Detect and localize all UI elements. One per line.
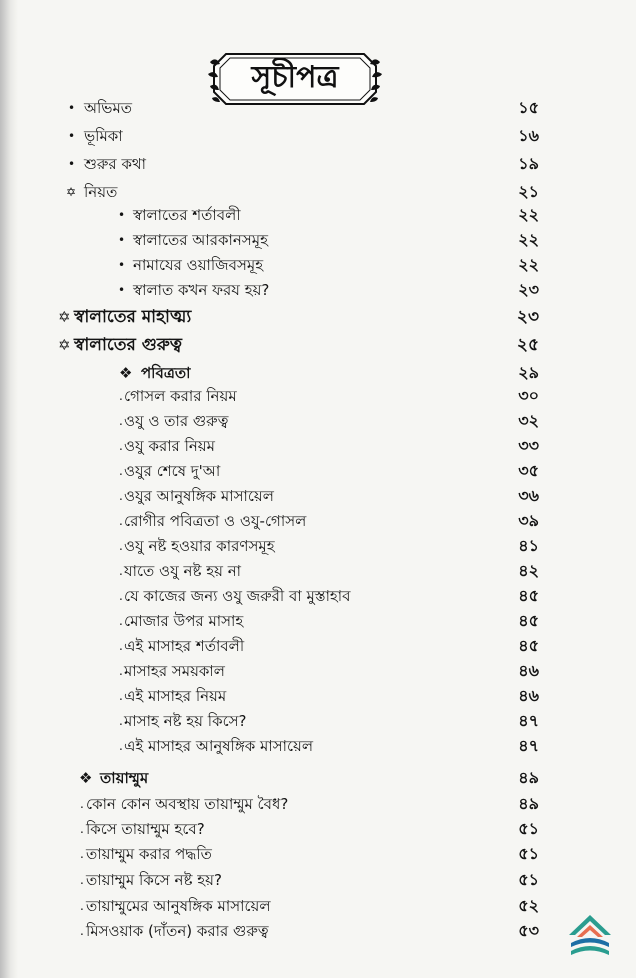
toc-bullet-icon: • bbox=[118, 233, 126, 247]
toc-page-number: ২২ bbox=[518, 205, 539, 224]
toc-bullet-icon: . bbox=[119, 389, 123, 403]
toc-entry[interactable] bbox=[0, 484, 636, 508]
toc-page-number: ২১ bbox=[518, 182, 539, 201]
toc-bullet-icon: . bbox=[80, 873, 84, 887]
toc-entry[interactable] bbox=[0, 868, 636, 892]
toc-bullet-icon: • bbox=[68, 129, 76, 143]
toc-entry-label: মাসাহর সময়কাল bbox=[124, 662, 225, 680]
toc-bullet-icon: ❖ bbox=[79, 769, 93, 787]
toc-entry[interactable] bbox=[0, 609, 636, 633]
toc-bullet-icon: • bbox=[118, 208, 126, 222]
toc-entry[interactable] bbox=[0, 305, 636, 329]
toc-bullet-icon: . bbox=[119, 714, 123, 728]
toc-entry[interactable] bbox=[0, 534, 636, 558]
toc-bullet-icon: . bbox=[119, 664, 123, 678]
page-title: সূচীপত্র bbox=[251, 60, 339, 95]
toc-entry-label: মোজার উপর মাসাহ bbox=[124, 612, 244, 630]
toc-entry[interactable] bbox=[0, 919, 636, 943]
toc-bullet-icon: . bbox=[119, 464, 123, 478]
toc-entry[interactable] bbox=[0, 766, 636, 790]
toc-page-number: ৫১ bbox=[518, 844, 539, 863]
toc-entry[interactable] bbox=[0, 709, 636, 733]
toc-bullet-icon: . bbox=[80, 924, 84, 938]
publisher-logo-icon bbox=[565, 911, 615, 961]
toc-bullet-icon: . bbox=[119, 689, 123, 703]
toc-bullet-icon: • bbox=[118, 283, 126, 297]
toc-entry[interactable] bbox=[0, 894, 636, 918]
toc-page-number: ৫১ bbox=[518, 819, 539, 838]
toc-entry-label: ওযুর আনুষঙ্গিক মাসায়েল bbox=[124, 487, 274, 505]
toc-entry-label: ওযু নষ্ট হওয়ার কারণসমূহ bbox=[124, 537, 275, 555]
toc-entry-label: তায়াম্মুমের আনুষঙ্গিক মাসায়েল bbox=[86, 897, 271, 915]
toc-entry[interactable] bbox=[0, 559, 636, 583]
toc-page-number: ৪৫ bbox=[518, 636, 539, 655]
toc-entry[interactable] bbox=[0, 180, 636, 204]
toc-bullet-icon: • bbox=[68, 101, 76, 115]
toc-bullet-icon: . bbox=[119, 614, 123, 628]
toc-entry-label: ওযুর শেষে দু'আ bbox=[124, 462, 221, 480]
toc-bullet-icon: . bbox=[119, 539, 123, 553]
toc-bullet-icon: . bbox=[80, 899, 84, 913]
toc-bullet-icon: ❖ bbox=[119, 364, 133, 382]
toc-page-number: ৩৫ bbox=[518, 461, 539, 480]
toc-page-number: ২২ bbox=[518, 230, 539, 249]
toc-entry[interactable] bbox=[0, 584, 636, 608]
toc-entry-label: অভিমত bbox=[84, 99, 133, 117]
toc-page-number: ৩০ bbox=[518, 386, 539, 405]
toc-bullet-icon: . bbox=[119, 639, 123, 653]
toc-entry[interactable] bbox=[0, 96, 636, 120]
toc-page-number: ২৩ bbox=[518, 280, 539, 299]
toc-page-number: ১৬ bbox=[518, 126, 539, 145]
toc-entry[interactable] bbox=[0, 817, 636, 841]
toc-bullet-icon: . bbox=[119, 414, 123, 428]
toc-entry-label: তায়াম্মুম করার পদ্ধতি bbox=[86, 845, 212, 863]
toc-bullet-icon: . bbox=[119, 739, 123, 753]
toc-bullet-icon: • bbox=[118, 258, 126, 272]
toc-page-number: ৪১ bbox=[518, 536, 539, 555]
toc-bullet-icon: ✡ bbox=[66, 185, 77, 199]
toc-entry[interactable] bbox=[0, 384, 636, 408]
toc-entry-label: যে কাজের জন্য ওযু জরুরী বা মুস্তাহাব bbox=[124, 587, 351, 605]
toc-entry[interactable] bbox=[0, 253, 636, 277]
toc-entry[interactable] bbox=[0, 634, 636, 658]
toc-page-number: ৩৯ bbox=[518, 511, 539, 530]
toc-entry-label: ভূমিকা bbox=[84, 127, 123, 145]
toc-page-number: ৪৯ bbox=[518, 794, 539, 813]
toc-entry[interactable] bbox=[0, 434, 636, 458]
toc-entry-label: পবিত্রতা bbox=[141, 364, 191, 382]
toc-page-number: ৪৬ bbox=[518, 661, 539, 680]
toc-entry-label: গোসল করার নিয়ম bbox=[124, 387, 237, 405]
toc-page-number: ৩৩ bbox=[518, 436, 539, 455]
toc-entry[interactable] bbox=[0, 659, 636, 683]
toc-entry-label: রোগীর পবিত্রতা ও ওযু-গোসল bbox=[124, 512, 307, 530]
toc-entry[interactable] bbox=[0, 684, 636, 708]
toc-bullet-icon: ✡ bbox=[58, 336, 71, 354]
toc-entry-label: স্বালাত কখন ফরয হয়? bbox=[133, 281, 270, 299]
toc-page-number: ৫২ bbox=[518, 896, 539, 915]
toc-entry-label: নিয়ত bbox=[84, 183, 118, 201]
toc-bullet-icon: ✡ bbox=[58, 308, 71, 326]
toc-entry[interactable] bbox=[0, 152, 636, 176]
toc-entry-label: তায়াম্মুম কিসে নষ্ট হয়? bbox=[86, 871, 222, 889]
toc-entry-label: মিসওয়াক (দাঁতন) করার গুরুত্ব bbox=[86, 922, 269, 940]
toc-entry-label: স্বালাতের গুরুত্ব bbox=[74, 335, 182, 355]
toc-entry-label: এই মাসাহর নিয়ম bbox=[124, 687, 227, 705]
toc-entry[interactable] bbox=[0, 792, 636, 816]
toc-entry[interactable] bbox=[0, 333, 636, 357]
toc-page-number: ৪৭ bbox=[518, 711, 539, 730]
toc-entry-label: যাতে ওযু নষ্ট হয় না bbox=[124, 562, 241, 580]
toc-page-number: ১৫ bbox=[518, 98, 539, 117]
toc-page-number: ৪৯ bbox=[518, 768, 539, 787]
toc-page-number: ৪৭ bbox=[518, 736, 539, 755]
toc-bullet-icon: . bbox=[119, 564, 123, 578]
toc-page-number: ২৯ bbox=[518, 363, 539, 382]
toc-bullet-icon: . bbox=[80, 822, 84, 836]
toc-entry-label: এই মাসাহর শর্তাবলী bbox=[124, 637, 245, 655]
toc-entry-label: ওযু করার নিয়ম bbox=[124, 437, 215, 455]
toc-entry[interactable] bbox=[0, 361, 636, 385]
toc-bullet-icon: . bbox=[80, 847, 84, 861]
toc-entry-label: স্বালাতের আরকানসমূহ bbox=[133, 231, 268, 249]
toc-entry[interactable] bbox=[0, 734, 636, 758]
toc-entry-label: শুরুর কথা bbox=[84, 155, 146, 173]
toc-entry-label: এই মাসাহর আনুষঙ্গিক মাসায়েল bbox=[124, 737, 314, 755]
toc-entry[interactable] bbox=[0, 459, 636, 483]
toc-page-number: ৪৫ bbox=[518, 586, 539, 605]
toc-bullet-icon: . bbox=[119, 589, 123, 603]
toc-page-number: ৪৫ bbox=[518, 611, 539, 630]
toc-bullet-icon: • bbox=[68, 157, 76, 171]
toc-page-number: ৩২ bbox=[518, 411, 539, 430]
toc-bullet-icon: . bbox=[80, 797, 84, 811]
toc-entry[interactable] bbox=[0, 842, 636, 866]
toc-entry[interactable] bbox=[0, 409, 636, 433]
toc-page-number: ৫১ bbox=[518, 870, 539, 889]
toc-entry-label: কোন কোন অবস্থায় তায়াম্মুম বৈধ? bbox=[86, 795, 289, 813]
toc-entry[interactable] bbox=[0, 203, 636, 227]
toc-bullet-icon: . bbox=[119, 514, 123, 528]
toc-page-number: ২৫ bbox=[516, 335, 539, 355]
toc-page-number: ১৯ bbox=[518, 154, 539, 173]
toc-page-number: ২৩ bbox=[516, 307, 539, 327]
toc-entry-label: স্বালাতের শর্তাবলী bbox=[133, 206, 241, 224]
toc-entry-label: ওযু ও তার গুরুত্ব bbox=[124, 412, 229, 430]
toc-entry[interactable] bbox=[0, 228, 636, 252]
toc-entry[interactable] bbox=[0, 124, 636, 148]
toc-entry-label: নামাযের ওয়াজিবসমূহ bbox=[133, 256, 264, 274]
toc-entry[interactable] bbox=[0, 278, 636, 302]
toc-entry-label: মাসাহ নষ্ট হয় কিসে? bbox=[124, 712, 247, 730]
toc-entry-label: কিসে তায়াম্মুম হবে? bbox=[86, 820, 205, 838]
toc-page-number: ৫৩ bbox=[518, 921, 539, 940]
toc-entry-label: তায়াম্মুম bbox=[100, 769, 149, 787]
toc-bullet-icon: . bbox=[119, 439, 123, 453]
toc-page-number: ৪২ bbox=[518, 561, 539, 580]
toc-page-number: ৪৬ bbox=[518, 686, 539, 705]
toc-entry[interactable] bbox=[0, 509, 636, 533]
toc-page-number: ২২ bbox=[518, 255, 539, 274]
toc-bullet-icon: . bbox=[119, 489, 123, 503]
toc-entry-label: স্বালাতের মাহাত্ম্য bbox=[74, 307, 192, 327]
toc-page-number: ৩৬ bbox=[518, 486, 539, 505]
